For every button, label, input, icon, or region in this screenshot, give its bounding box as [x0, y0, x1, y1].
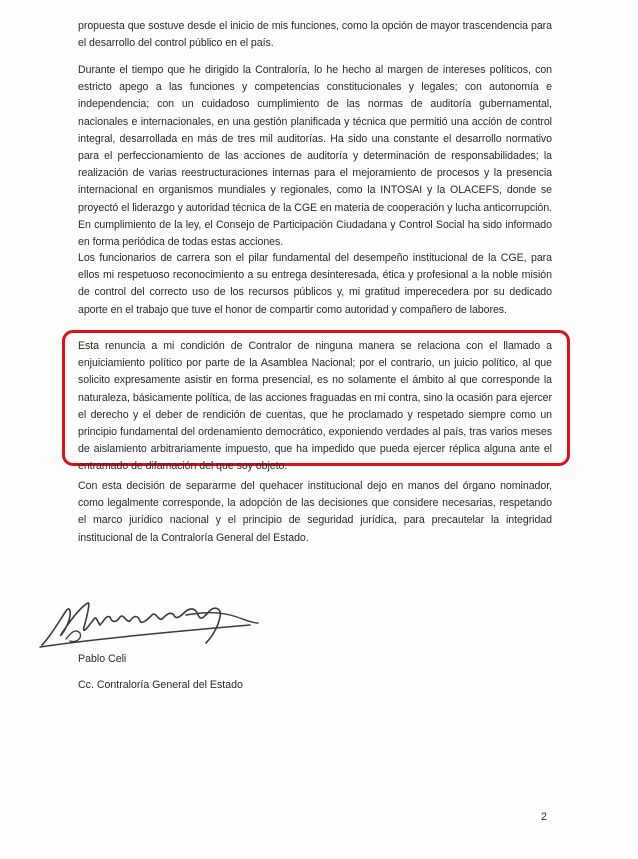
handwritten-signature — [36, 593, 266, 653]
paragraph-5: Con esta decisión de separarme del quehacer institucional dejo en manos del órgano nominador, como legalmente corresponde, la adopción de las decisiones que considere necesarias, respetando el marco jurídico nacional y el principio de seguridad jurídica, para precautelar la integridad institucional de la Contraloría General del Estado. — [78, 480, 552, 544]
carbon-copy-line: Cc. Contraloría General del Estado — [78, 679, 243, 691]
paragraph-3: Los funcionarios de carrera son el pilar fundamental del desempeño institucional de la CGE, para ellos mi respetuoso reconocimiento a su entrega desinteresada, ética y profesional a la noble misión de control del correcto uso de los recursos públicos y, mi gratitud imperecedera por su dedicado aporte en el trabajo que tuve el honor de compartir como autoridad y compañero de labores. — [78, 252, 552, 316]
highlighted-paragraph: Esta renuncia a mi condición de Contralor de ninguna manera se relaciona con el llamado a enjuiciamiento político por parte de la Asamblea Nacional; por el contrario, un juicio político, al que solicito expresamente asistir en forma presencial, es no solamente el ámbito al que corresponde la naturaleza, básicamente política, de las acciones fraguadas en mi contra, sino la ocasión para ejercer el derecho y el deber de rendición de cuentas, que he proclamado y respetado siempre como un principio fundamental del ordenamiento democrático, exponiendo verdades al país, tras varios meses de aislamiento arbitrariamente impuesto, que ha impedido que pueda ejercer réplica alguna ante el entramado de difamación del que soy objeto. — [78, 340, 552, 473]
paragraph-1: propuesta que sostuve desde el inicio de mis funciones, como la opción de mayor trascendencia para el desarrollo del control público en el país. — [78, 20, 552, 50]
paragraph-2: Durante el tiempo que he dirigido la Contraloría, lo he hecho al margen de intereses políticos, con estricto apego a las funciones y competencias constitucionales y legales; con autonomía e independencia; con un cuidadoso cumplimiento de las normas de auditoría gubernamental, nacionales e internacionales, en una gestión planificada y técnica que permitió una acción de control integral, desarrollada en más de tres mil auditorías. Ha sido una constante el desarrollo normativo para el perfeccionamiento de las acciones de auditoría y determinación de responsabilidades; la realización de varias reestructuraciones internas para el mejoramiento de procesos y la presencia internacional en organismos mundiales y regionales, como la INTOSAI y la OLACEFS, donde se proyectó el liderazgo y autoridad técnica de la CGE en materia de cooperación y lucha anticorrupción. En cumplimiento de la ley, el Consejo de Participación Ciudadana y Control Social ha sido informado en forma periódica de todas estas acciones. — [78, 64, 552, 249]
signer-name: Pablo Celi — [78, 653, 127, 665]
page-number: 2 — [541, 811, 547, 823]
